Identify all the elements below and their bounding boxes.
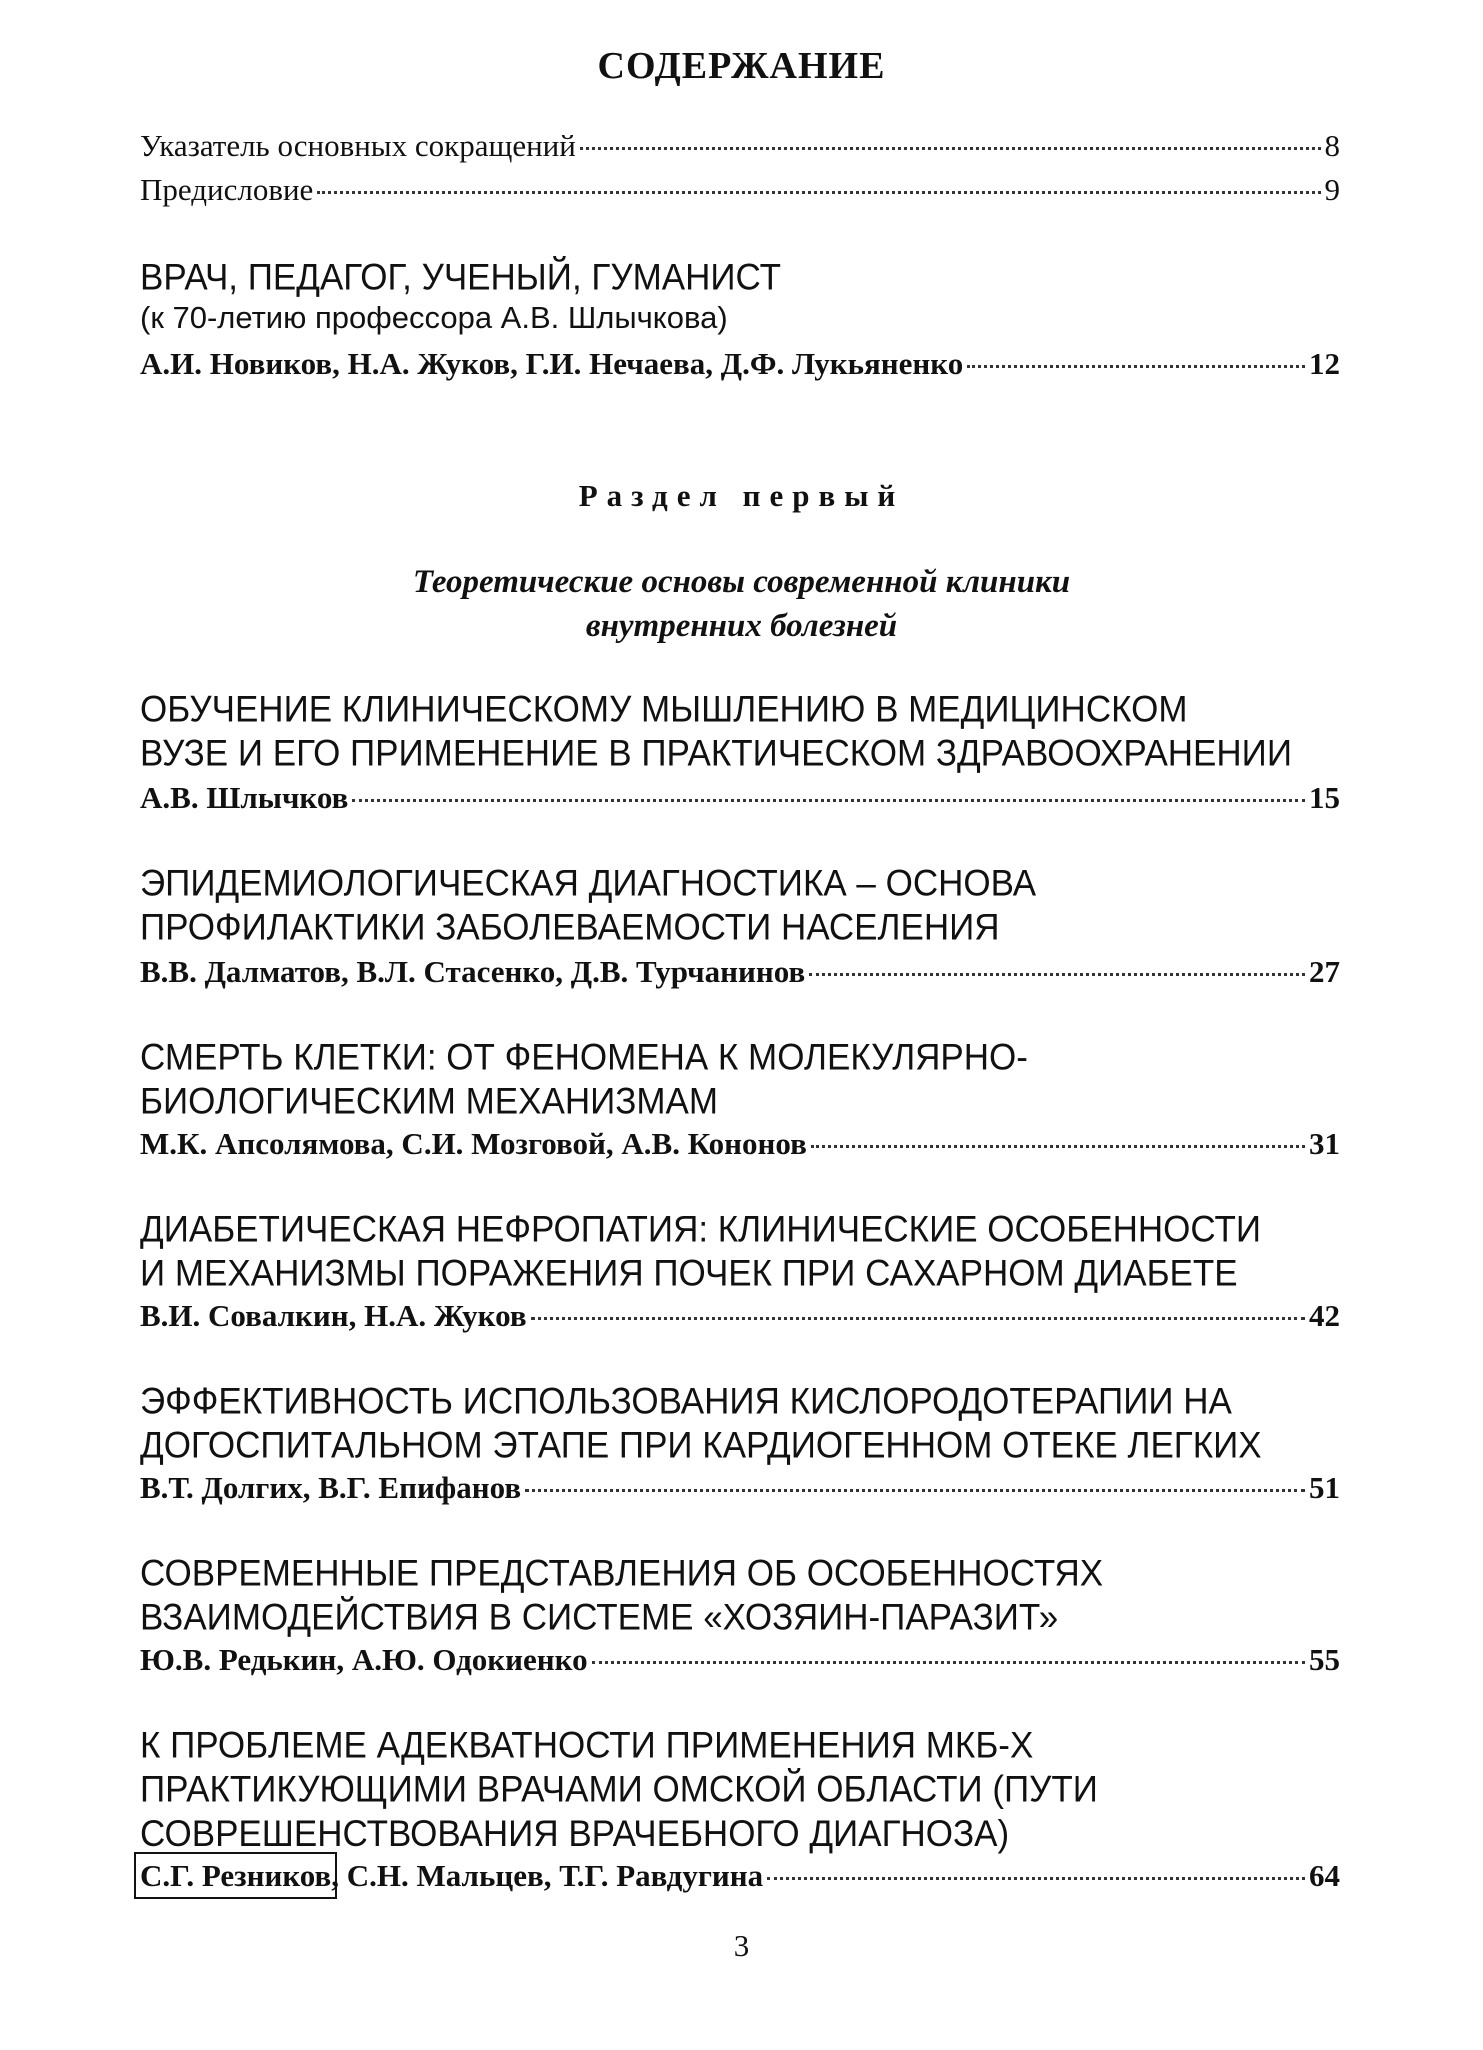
toc-page-number: 27 — [1309, 954, 1340, 989]
title-line: ОБУЧЕНИЕ КЛИНИЧЕСКОМУ МЫШЛЕНИЮ В МЕДИЦИНСКОМ — [140, 689, 1188, 730]
dot-leader — [767, 1877, 1305, 1880]
toc-page-number: 55 — [1309, 1642, 1340, 1677]
title-line: К ПРОБЛЕМЕ АДЕКВАТНОСТИ ПРИМЕНЕНИЯ МКБ-Х — [140, 1725, 1034, 1766]
toc-entry-authors: Ю.В. Редькин, А.Ю. Одокиенко — [140, 1642, 588, 1677]
toc-entry-authors: М.К. Апсолямова, С.И. Мозговой, А.В. Кононов — [140, 1126, 807, 1161]
toc-entry-authors: В.В. Далматов, В.Л. Стасенко, Д.В. Турчанинов — [140, 954, 806, 989]
toc-entry-title — [140, 1036, 1340, 1124]
toc-entry-line[interactable] — [140, 1642, 1340, 1678]
title-line: ВЗАИМОДЕЙСТВИЯ В СИСТЕМЕ «ХОЗЯИН-ПАРАЗИТ» — [140, 1597, 1059, 1639]
dot-leader — [580, 147, 1321, 150]
title-line: И МЕХАНИЗМЫ ПОРАЖЕНИЯ ПОЧЕК ПРИ САХАРНОМ ДИАБЕТЕ — [140, 1253, 1238, 1295]
toc-entry-authors: В.Т. Долгих, В.Г. Епифанов — [140, 1470, 522, 1505]
toc-page-number: 31 — [1309, 1126, 1340, 1161]
document-title: СОДЕРЖАНИЕ — [597, 45, 886, 87]
toc-page-number: 15 — [1309, 780, 1340, 815]
toc-page-number: 51 — [1309, 1470, 1340, 1505]
dot-leader — [352, 799, 1305, 802]
toc-entry-line[interactable] — [140, 780, 1340, 816]
toc-entry-abbreviations[interactable] — [140, 128, 1340, 164]
dot-leader — [811, 1145, 1305, 1148]
section-label: Раздел первый — [578, 478, 905, 513]
toc-page-number: 12 — [1309, 346, 1340, 381]
section-title-line: Теоретические основы современной клиники — [412, 564, 1071, 600]
toc-entry-title — [140, 1552, 1340, 1640]
section-title — [0, 560, 1483, 648]
dot-leader — [531, 1317, 1305, 1320]
toc-entry-line[interactable] — [140, 1470, 1340, 1506]
title-line: ПРОФИЛАКТИКИ ЗАБОЛЕВАЕМОСТИ НАСЕЛЕНИЯ — [140, 907, 1000, 949]
highlighted-author: С.Г. Резников — [140, 1858, 332, 1893]
title-line: СОВРЕШЕНСТВОВАНИЯ ВРАЧЕБНОГО ДИАГНОЗА) — [140, 1813, 1010, 1855]
toc-entry-title — [140, 1724, 1340, 1856]
remaining-authors: , С.Н. Мальцев, Т.Г. Равдугина — [331, 1858, 764, 1893]
dot-leader — [967, 365, 1305, 368]
toc-entry-line[interactable] — [140, 1298, 1340, 1334]
toc-entry-label: Указатель основных сокращений — [140, 128, 576, 163]
title-line: ДОГОСПИТАЛЬНОМ ЭТАПЕ ПРИ КАРДИОГЕННОМ ОТЕКЕ ЛЕГКИХ — [140, 1425, 1262, 1467]
toc-entry-title — [140, 862, 1340, 950]
toc-entry-line[interactable] — [140, 1126, 1340, 1162]
page-number: 3 — [733, 1928, 750, 1963]
toc-entry-title — [140, 1380, 1340, 1468]
dot-leader — [809, 973, 1305, 976]
dot-leader — [525, 1489, 1305, 1492]
toc-entry-label: Предисловие — [140, 172, 314, 207]
dot-leader — [317, 191, 1320, 194]
toc-page-number: 9 — [1324, 172, 1340, 207]
toc-page-number: 42 — [1309, 1298, 1340, 1333]
toc-entry-authors: А.И. Новиков, Н.А. Жуков, Г.И. Нечаева, Д.Ф. Лукьяненко — [140, 346, 964, 381]
toc-page-number: 8 — [1324, 128, 1340, 163]
title-line: ДИАБЕТИЧЕСКАЯ НЕФРОПАТИЯ: КЛИНИЧЕСКИЕ ОСОБЕННОСТИ — [140, 1209, 1261, 1250]
toc-entry-title — [140, 1208, 1340, 1296]
toc-entry-line[interactable] — [140, 1858, 1340, 1894]
title-line: ЭФФЕКТИВНОСТЬ ИСПОЛЬЗОВАНИЯ КИСЛОРОДОТЕРАПИИ НА — [140, 1381, 1232, 1422]
title-line: СОВРЕМЕННЫЕ ПРЕДСТАВЛЕНИЯ ОБ ОСОБЕННОСТЯХ — [140, 1553, 1104, 1594]
toc-entry-preface[interactable] — [140, 172, 1340, 208]
jubilee-title: ВРАЧ, ПЕДАГОГ, УЧЕНЫЙ, ГУМАНИСТ — [140, 257, 782, 298]
toc-entry-authors: В.И. Совалкин, Н.А. Жуков — [140, 1298, 527, 1333]
title-line: ВУЗЕ И ЕГО ПРИМЕНЕНИЕ В ПРАКТИЧЕСКОМ ЗДРАВООХРАНЕНИИ — [140, 733, 1292, 775]
toc-entry-title — [140, 688, 1340, 776]
section-title-line: внутренних болезней — [585, 608, 898, 644]
jubilee-subtitle: (к 70-летию профессора А.В. Шлычкова) — [140, 300, 728, 335]
toc-entry-line[interactable] — [140, 954, 1340, 990]
title-line: ПРАКТИКУЮЩИМИ ВРАЧАМИ ОМСКОЙ ОБЛАСТИ (ПУТИ — [140, 1769, 1098, 1811]
toc-entry-authors: А.В. Шлычков — [140, 780, 349, 815]
title-line: БИОЛОГИЧЕСКИМ МЕХАНИЗМАМ — [140, 1081, 719, 1123]
title-line: СМЕРТЬ КЛЕТКИ: ОТ ФЕНОМЕНА К МОЛЕКУЛЯРНО- — [140, 1037, 1028, 1078]
dot-leader — [592, 1661, 1305, 1664]
toc-entry-jubilee[interactable] — [140, 346, 1340, 382]
title-line: ЭПИДЕМИОЛОГИЧЕСКАЯ ДИАГНОСТИКА – ОСНОВА — [140, 863, 1037, 904]
toc-entry-authors — [140, 1858, 763, 1894]
toc-page-number: 64 — [1309, 1858, 1340, 1893]
